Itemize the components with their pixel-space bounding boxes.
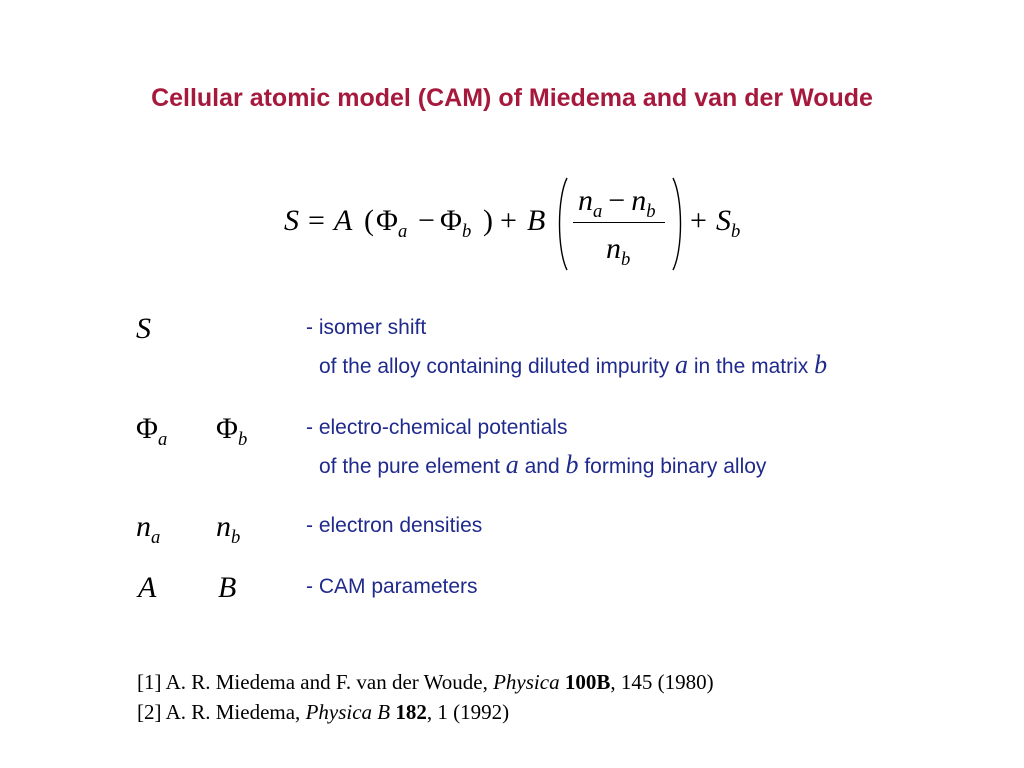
- numerator: $n_a - n_b$: [578, 184, 656, 223]
- legend-phi-line1: - electro-chemical potentials: [306, 416, 568, 439]
- legend-symbol-A: A: [138, 571, 157, 604]
- formula-close-paren: ): [483, 204, 493, 237]
- formula-S: S: [284, 204, 299, 237]
- reference-1: [1] A. R. Miedema and F. van der Woude, Physica 100B, 145 (1980): [137, 670, 714, 694]
- legend-phi-line2: of the pure element a and b forming binary alloy: [319, 450, 767, 479]
- legend-symbol-phi-b: $\Phi_b$: [216, 412, 248, 451]
- reference-2: [2] A. R. Miedema, Physica B 182, 1 (1992): [137, 700, 510, 724]
- left-big-paren: [555, 176, 569, 272]
- denominator: $n_b$: [606, 232, 631, 271]
- cam-formula: [0, 0, 1024, 300]
- legend-AB-line1: - CAM parameters: [306, 575, 478, 598]
- legend-symbol-n-b: $n_b$: [216, 510, 241, 549]
- formula-B: B: [527, 204, 546, 237]
- legend-S-line2: of the alloy containing diluted impurity a in the matrix b: [319, 350, 828, 379]
- legend-symbol-n-a: $n_a$: [136, 510, 161, 549]
- formula-plus-1: +: [500, 204, 517, 237]
- legend-symbol-S: S: [136, 312, 151, 345]
- legend-n-line1: - electron densities: [306, 514, 483, 537]
- formula-equals: =: [308, 204, 325, 237]
- formula-plus-2: +: [690, 204, 707, 237]
- formula-phi-b: $\Phi_b$: [440, 204, 472, 243]
- formula-A: A: [334, 204, 353, 237]
- slide-title: Cellular atomic model (CAM) of Miedema and van der Woude: [151, 84, 873, 112]
- formula-S-b: $S_b$: [716, 204, 741, 243]
- formula-minus: −: [418, 204, 435, 237]
- legend-symbol-phi-a: $\Phi_a$: [136, 412, 168, 451]
- legend-symbol-B: B: [218, 571, 237, 604]
- fraction-bar: [573, 222, 665, 223]
- formula-open-paren: (: [364, 204, 374, 237]
- right-big-paren: [671, 176, 685, 272]
- formula-phi-a: $\Phi_a$: [376, 204, 408, 243]
- legend-S-line1: - isomer shift: [306, 316, 427, 339]
